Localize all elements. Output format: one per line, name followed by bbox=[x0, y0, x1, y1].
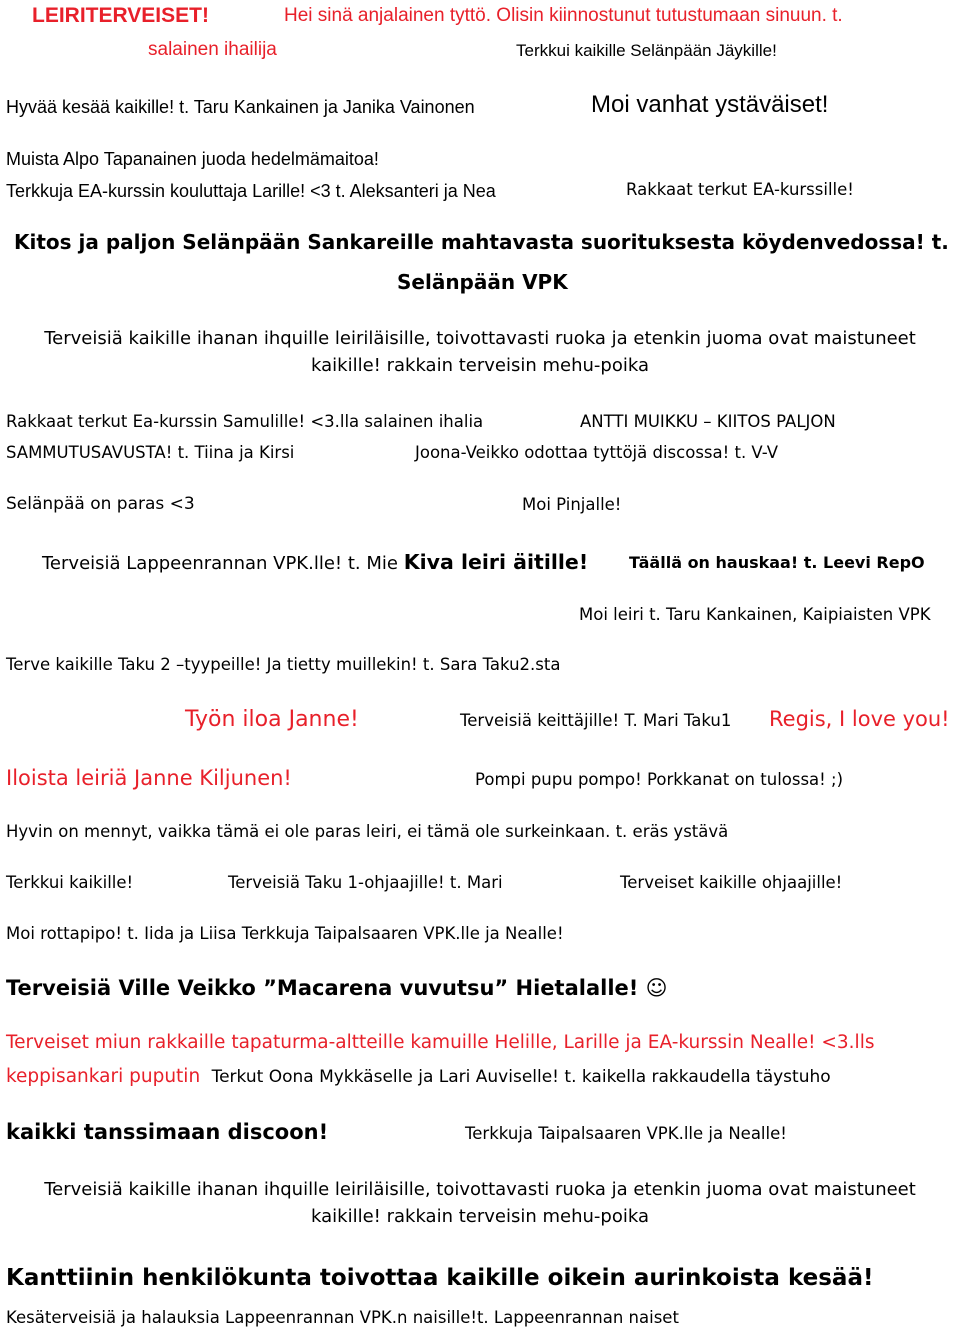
greeting-text: Regis, I love you! bbox=[769, 707, 950, 731]
greeting-text: Terkkuja Taipalsaaren VPK.lle ja Nealle! bbox=[465, 1124, 787, 1143]
greeting-text: Rakkaat terkut EA-kurssille! bbox=[626, 180, 854, 199]
greeting-text: Pompi pupu pompo! Porkkanat on tulossa! ;) bbox=[475, 770, 844, 789]
greeting-text: Täällä on hauskaa! t. Leevi RepO bbox=[629, 553, 925, 572]
greeting-paragraph bbox=[0, 1176, 960, 1230]
greeting-heading: Terveisiä Ville Veikko ”Macarena vuvutsu” Hietalalle! ☺ bbox=[6, 976, 668, 1000]
greeting-line: Terveisiä kaikille ihanan ihquille leiriläisille, toivottavasti ruoka ja etenkin juoma ovat maistuneet bbox=[44, 328, 916, 349]
greeting-text: Muista Alpo Tapanainen juoda hedelmämaitoa! bbox=[6, 149, 379, 169]
greeting-text: Hyvää kesää kaikille! t. Taru Kankainen ja Janika Vainonen bbox=[6, 97, 475, 117]
greeting-text: SAMMUTUSAVUSTA! t. Tiina ja Kirsi bbox=[6, 443, 295, 462]
greeting-text: Hyvin on mennyt, vaikka tämä ei ole paras leiri, ei tämä ole surkeinkaan. t. eräs ystävä bbox=[6, 822, 729, 841]
greeting-line: kaikille! rakkain terveisin mehu-poika bbox=[311, 1206, 649, 1227]
greeting-text: Terve kaikille Taku 2 –tyypeille! Ja tietty muillekin! t. Sara Taku2.sta bbox=[6, 655, 561, 674]
greeting-text: Terveisiä keittäjille! T. Mari Taku1 bbox=[460, 711, 732, 730]
greeting-text: ANTTI MUIKKU – KIITOS PALJON bbox=[580, 412, 836, 431]
greeting-text: Moi leiri t. Taru Kankainen, Kaipiaisten VPK bbox=[579, 605, 931, 624]
greeting-text: Moi Pinjalle! bbox=[522, 495, 622, 514]
greeting-text-emphasis: Kiva leiri äitille! bbox=[403, 550, 589, 574]
greeting-text: Moi vanhat ystäväiset! bbox=[591, 91, 829, 118]
greeting-heading: Kitos ja paljon Selänpään Sankareille mahtavasta suorituksesta köydenvedossa! t. bbox=[14, 230, 949, 254]
greeting-text: Terveisiä Taku 1-ohjaajille! t. Mari bbox=[228, 873, 503, 892]
greeting-text-part: Terkut Oona Mykkäselle ja Lari Auviselle! t. kaikella rakkaudella täystuho bbox=[211, 1067, 831, 1087]
greeting-line: Terveisiä kaikille ihanan ihquille leiriläisille, toivottavasti ruoka ja etenkin juoma ovat maistuneet bbox=[44, 1179, 916, 1200]
greeting-text: Selänpää on paras <3 bbox=[6, 494, 195, 514]
greeting-text: Moi rottapipo! t. Iida ja Liisa Terkkuja Taipalsaaren VPK.lle ja Nealle! bbox=[6, 924, 564, 943]
greeting-text: Hei sinä anjalainen tyttö. Olisin kiinnostunut tutustumaan sinuun. t. bbox=[284, 5, 843, 26]
greeting-heading: kaikki tanssimaan discoon! bbox=[6, 1120, 329, 1144]
greeting-text: Iloista leiriä Janne Kiljunen! bbox=[6, 766, 292, 790]
greeting-paragraph bbox=[0, 325, 960, 379]
greeting-text: Työn iloa Janne! bbox=[185, 707, 359, 732]
greeting-text: Joona-Veikko odottaa tyttöjä discossa! t. V-V bbox=[415, 443, 779, 462]
greeting-text: Terkkui kaikille Selänpään Jäykille! bbox=[516, 41, 777, 60]
greeting-text: Terkkuja EA-kurssin kouluttaja Larille! <3 t. Aleksanteri ja Nea bbox=[6, 181, 496, 201]
greeting-text bbox=[42, 552, 588, 573]
greeting-text: Rakkaat terkut Ea-kurssin Samulille! <3.lla salainen ihalia bbox=[6, 412, 484, 431]
greeting-text: Terveiset kaikille ohjaajille! bbox=[620, 873, 843, 892]
greeting-text: Kesäterveisiä ja halauksia Lappeenrannan VPK.n naisille!t. Lappeenrannan naiset bbox=[6, 1308, 679, 1327]
greeting-text: Terkkui kaikille! bbox=[6, 873, 134, 892]
greeting-text-part: Terveisiä Lappeenrannan VPK.lle! t. Mie bbox=[42, 553, 398, 574]
greeting-text: salainen ihailija bbox=[148, 39, 277, 60]
greeting-heading: Selänpään VPK bbox=[397, 270, 568, 294]
page-title: LEIRITERVEISET! bbox=[32, 4, 209, 27]
greeting-text bbox=[6, 1068, 831, 1087]
greeting-line: kaikille! rakkain terveisin mehu-poika bbox=[311, 355, 649, 376]
greeting-heading: Kanttiinin henkilökunta toivottaa kaikille oikein aurinkoista kesää! bbox=[6, 1265, 874, 1291]
greeting-text: Terveiset miun rakkaille tapaturma-altteille kamuille Helille, Larille ja EA-kurssin Nealle! <3.lls bbox=[6, 1032, 875, 1053]
greeting-text-part: keppisankari puputin bbox=[6, 1066, 201, 1087]
